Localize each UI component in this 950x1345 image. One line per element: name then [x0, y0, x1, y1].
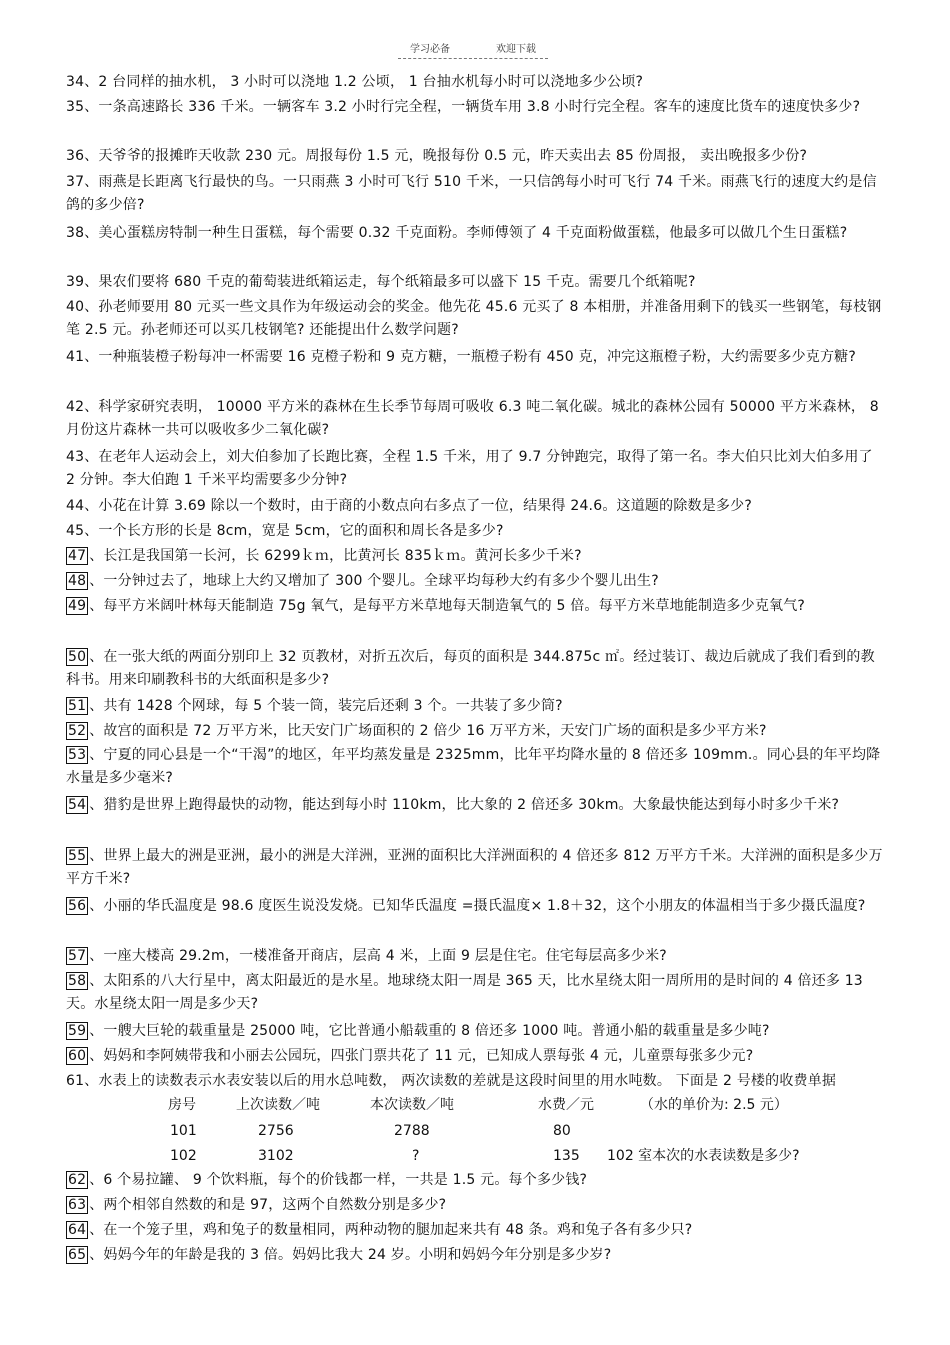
question-text: 故宫的面积是 72 万平方米，比天安门广场面积的 2 倍少 16 万平方米，天安门广场的面积是多少平方米? [103, 723, 767, 739]
question-number: 64 [68, 1222, 87, 1238]
question-text: 在老年人运动会上，刘大伯参加了长跑比赛，全程 1.5 千米，用了 9.7 分钟跑完，取得了第一名。李大伯只比刘大伯多用了 2 分钟。李大伯跑 1 千米平均需要多少分钟? [66, 449, 873, 488]
table-header-cell: 水费／元 [538, 1097, 594, 1113]
question-59 [66, 1020, 886, 1043]
table-cell: 3102 [258, 1148, 294, 1164]
table-cell: 2788 [394, 1123, 430, 1139]
question-number: 47 [68, 548, 87, 564]
question-41 [66, 346, 886, 369]
question-48 [66, 570, 886, 593]
table-cell: 102 室本次的水表读数是多少? [607, 1148, 800, 1164]
question-separator: 、 [84, 399, 99, 415]
question-separator: 、 [89, 573, 104, 589]
question-separator: 、 [84, 299, 99, 315]
question-55 [66, 845, 886, 891]
question-39 [66, 271, 886, 294]
question-51 [66, 695, 886, 718]
question-text: 雨燕是长距离飞行最快的鸟。一只雨燕 3 小时可飞行 510 千米，一只信鸽每小时可飞行 74 千米。雨燕飞行的速度大约是信鸽的多少倍? [66, 174, 877, 213]
question-separator: 、 [84, 174, 99, 190]
question-text: 每平方米阔叶林每天能制造 75g 氧气，是每平方米草地每天制造氧气的 5 倍。每平方米草地能制造多少克氧气? [103, 598, 806, 614]
question-number: 57 [68, 948, 87, 964]
question-separator: 、 [84, 1073, 99, 1089]
question-number: 56 [68, 898, 87, 914]
question-number: 45 [66, 523, 85, 539]
question-62 [66, 1169, 886, 1192]
table-header-cell: 房号 [168, 1097, 196, 1113]
table-cell: 80 [553, 1123, 571, 1139]
question-separator: 、 [89, 548, 104, 564]
question-text: 一分钟过去了，地球上大约又增加了 300 个婴儿。全球平均每秒大约有多少个婴儿出生? [103, 573, 659, 589]
question-text: 妈妈今年的年龄是我的 3 倍。妈妈比我大 24 岁。小明和妈妈今年分别是多少岁? [103, 1247, 612, 1263]
question-text: 美心蛋糕房特制一种生日蛋糕，每个需要 0.32 千克面粉。李师傅领了 4 千克面粉做蛋糕，他最多可以做几个生日蛋糕? [98, 225, 848, 241]
table-cell: 2756 [258, 1123, 294, 1139]
table-header-cell: 本次读数／吨 [370, 1097, 454, 1113]
question-number: 44 [66, 498, 85, 514]
question-63 [66, 1194, 886, 1217]
question-separator: 、 [89, 1023, 104, 1039]
question-text: 在一个笼子里，鸡和兔子的数量相同，两种动物的腿加起来共有 48 条。鸡和兔子各有多少只? [103, 1222, 693, 1238]
question-35 [66, 96, 886, 119]
question-43 [66, 446, 886, 492]
question-text: 一艘大巨轮的载重量是 25000 吨，它比普通小船载重的 8 倍还多 1000 吨。普通小船的载重量是多少吨? [103, 1023, 770, 1039]
question-number: 34 [66, 74, 85, 90]
question-number: 53 [68, 747, 87, 763]
question-52 [66, 720, 886, 743]
question-44 [66, 495, 886, 518]
question-separator: 、 [89, 1048, 104, 1064]
question-36 [66, 145, 886, 168]
question-text: 共有 1428 个网球，每 5 个装一筒，装完后还剩 3 个。一共装了多少筒? [103, 698, 563, 714]
question-text: 孙老师要用 80 元买一些文具作为年级运动会的奖金。他先花 45.6 元买了 8 本相册，并准备用剩下的钱买一些钢笔，每枝钢笔 2.5 元。孙老师还可以买几枝钢笔? 还能提出什么数学问题? [66, 299, 882, 338]
question-text: 一条高速路长 336 千米。一辆客车 3.2 小时行完全程，一辆货车用 3.8 小时行完全程。客车的速度比货车的速度快多少? [98, 99, 861, 115]
question-50 [66, 646, 886, 692]
question-text: 宁夏的同心县是一个“干渴”的地区，年平均蒸发量是 2325mm，比年平均降水量的 8 倍还多 109mm.。同心县的年平均降水量是多少毫米? [66, 747, 881, 786]
question-separator: 、 [89, 698, 104, 714]
question-54 [66, 794, 886, 817]
question-number: 52 [68, 723, 87, 739]
question-56 [66, 895, 886, 918]
question-separator: 、 [89, 797, 104, 813]
question-64 [66, 1219, 886, 1242]
question-separator: 、 [89, 723, 104, 739]
question-47 [66, 545, 886, 568]
question-61 [66, 1070, 886, 1093]
question-separator: 、 [84, 225, 99, 241]
question-separator: 、 [89, 1247, 104, 1263]
question-separator: 、 [84, 99, 99, 115]
question-text: 猎豹是世界上跑得最快的动物，能达到每小时 110km，比大象的 2 倍还多 30km。大象最快能达到每小时多少千米? [103, 797, 840, 813]
question-number: 38 [66, 225, 85, 241]
question-text: 在一张大纸的两面分别印上 32 页教材，对折五次后，每页的面积是 344.875c ㎡。经过装订、裁边后就成了我们看到的教科书。用来印刷教科书的大纸面积是多少? [66, 649, 875, 688]
question-number: 35 [66, 99, 85, 115]
question-separator: 、 [89, 948, 104, 964]
question-text: 长江是我国第一长河，长 6299ｋｍ，比黄河长 835ｋｍ。黄河长多少千米? [103, 548, 582, 564]
question-number: 41 [66, 349, 85, 365]
question-text: 水表上的读数表示水表安装以后的用水总吨数， 两次读数的差就是这段时间里的用水吨数。 下面是 2 号楼的收费单据 [98, 1073, 837, 1089]
question-number: 65 [68, 1247, 87, 1263]
question-text: 6 个易拉罐、 9 个饮料瓶，每个的价钱都一样，一共是 1.5 元。每个多少钱? [103, 1172, 588, 1188]
question-separator: 、 [89, 747, 104, 763]
header-right-text: 欢迎下载 [496, 44, 536, 55]
table-cell: 102 [170, 1148, 197, 1164]
question-45 [66, 520, 886, 543]
question-53 [66, 744, 886, 790]
question-separator: 、 [89, 1222, 104, 1238]
question-text: 天爷爷的报摊昨天收款 230 元。周报每份 1.5 元，晚报每份 0.5 元，昨天卖出去 85 份周报， 卖出晚报多少份? [98, 148, 808, 164]
question-49 [66, 595, 886, 618]
question-text: 2 台同样的抽水机， 3 小时可以浇地 1.2 公顷， 1 台抽水机每小时可以浇地多少公顷? [98, 74, 644, 90]
question-number: 59 [68, 1023, 87, 1039]
question-number: 40 [66, 299, 85, 315]
question-separator: 、 [89, 649, 104, 665]
question-number: 63 [68, 1197, 87, 1213]
table-cell: ? [412, 1148, 420, 1164]
question-text: 科学家研究表明， 10000 平方米的森林在生长季节每周可吸收 6.3 吨二氧化碳。城北的森林公园有 50000 平方米森林， 8 月份这片森林一共可以吸收多少二氧化碳? [66, 399, 879, 438]
question-65 [66, 1244, 886, 1267]
question-number: 62 [68, 1172, 87, 1188]
question-separator: 、 [89, 898, 104, 914]
question-text: 果农们要将 680 千克的葡萄装进纸箱运走，每个纸箱最多可以盛下 15 千克。需要几个纸箱呢? [98, 274, 696, 290]
question-37 [66, 171, 886, 217]
question-separator: 、 [84, 148, 99, 164]
question-separator: 、 [84, 449, 99, 465]
question-separator: 、 [89, 598, 104, 614]
header-left-text: 学习必备 [410, 44, 450, 55]
question-number: 37 [66, 174, 85, 190]
question-40 [66, 296, 886, 342]
question-number: 55 [68, 848, 87, 864]
table-header-cell: 上次读数／吨 [236, 1097, 320, 1113]
question-60 [66, 1045, 886, 1068]
question-number: 58 [68, 973, 87, 989]
question-number: 42 [66, 399, 85, 415]
question-separator: 、 [84, 523, 99, 539]
table-header-cell: （水的单价为: 2.5 元） [640, 1097, 788, 1113]
question-57 [66, 945, 886, 968]
question-number: 54 [68, 797, 87, 813]
question-separator: 、 [89, 848, 104, 864]
question-34 [66, 71, 886, 94]
question-number: 48 [68, 573, 87, 589]
question-text: 一座大楼高 29.2m，一楼准备开商店，层高 4 米，上面 9 层是住宅。住宅每层高多少米? [103, 948, 667, 964]
question-42 [66, 396, 886, 442]
table-cell: 101 [170, 1123, 197, 1139]
question-separator: 、 [89, 1197, 104, 1213]
question-58 [66, 970, 886, 1016]
question-number: 60 [68, 1048, 87, 1064]
table-cell: 135 [553, 1148, 580, 1164]
question-text: 小丽的华氏温度是 98.6 度医生说没发烧。已知华氏温度 =摄氏温度× 1.8＋32，这个小朋友的体温相当于多少摄氏温度? [103, 898, 866, 914]
question-separator: 、 [84, 74, 99, 90]
question-number: 43 [66, 449, 85, 465]
question-text: 一种瓶装橙子粉每冲一杯需要 16 克橙子粉和 9 克方糖，一瓶橙子粉有 450 克，冲完这瓶橙子粉，大约需要多少克方糖? [98, 349, 856, 365]
question-text: 两个相邻自然数的和是 97，这两个自然数分别是多少? [103, 1197, 447, 1213]
question-separator: 、 [84, 349, 99, 365]
question-number: 49 [68, 598, 87, 614]
question-text: 一个长方形的长是 8cm，宽是 5cm，它的面积和周长各是多少? [98, 523, 504, 539]
question-separator: 、 [89, 973, 104, 989]
question-text: 妈妈和李阿姨带我和小丽去公园玩，四张门票共花了 11 元，已知成人票每张 4 元，儿童票每张多少元? [103, 1048, 754, 1064]
question-38 [66, 222, 886, 245]
question-number: 39 [66, 274, 85, 290]
question-separator: 、 [84, 274, 99, 290]
question-text: 小花在计算 3.69 除以一个数时，由于商的小数点向右多点了一位，结果得 24.6。这道题的除数是多少? [98, 498, 752, 514]
question-text: 太阳系的八大行星中，离太阳最近的是水星。地球绕太阳一周是 365 天，比水星绕太阳一周所用的是时间的 4 倍还多 13 天。水星绕太阳一周是多少天? [66, 973, 863, 1012]
question-text: 世界上最大的洲是亚洲，最小的洲是大洋洲，亚洲的面积比大洋洲面积的 4 倍还多 812 万平方千米。大洋洲的面积是多少万平方千米? [66, 848, 883, 887]
question-number: 61 [66, 1073, 85, 1089]
question-separator: 、 [84, 498, 99, 514]
question-separator: 、 [89, 1172, 104, 1188]
question-number: 51 [68, 698, 87, 714]
question-number: 36 [66, 148, 85, 164]
page-header [398, 40, 548, 59]
question-number: 50 [68, 649, 87, 665]
